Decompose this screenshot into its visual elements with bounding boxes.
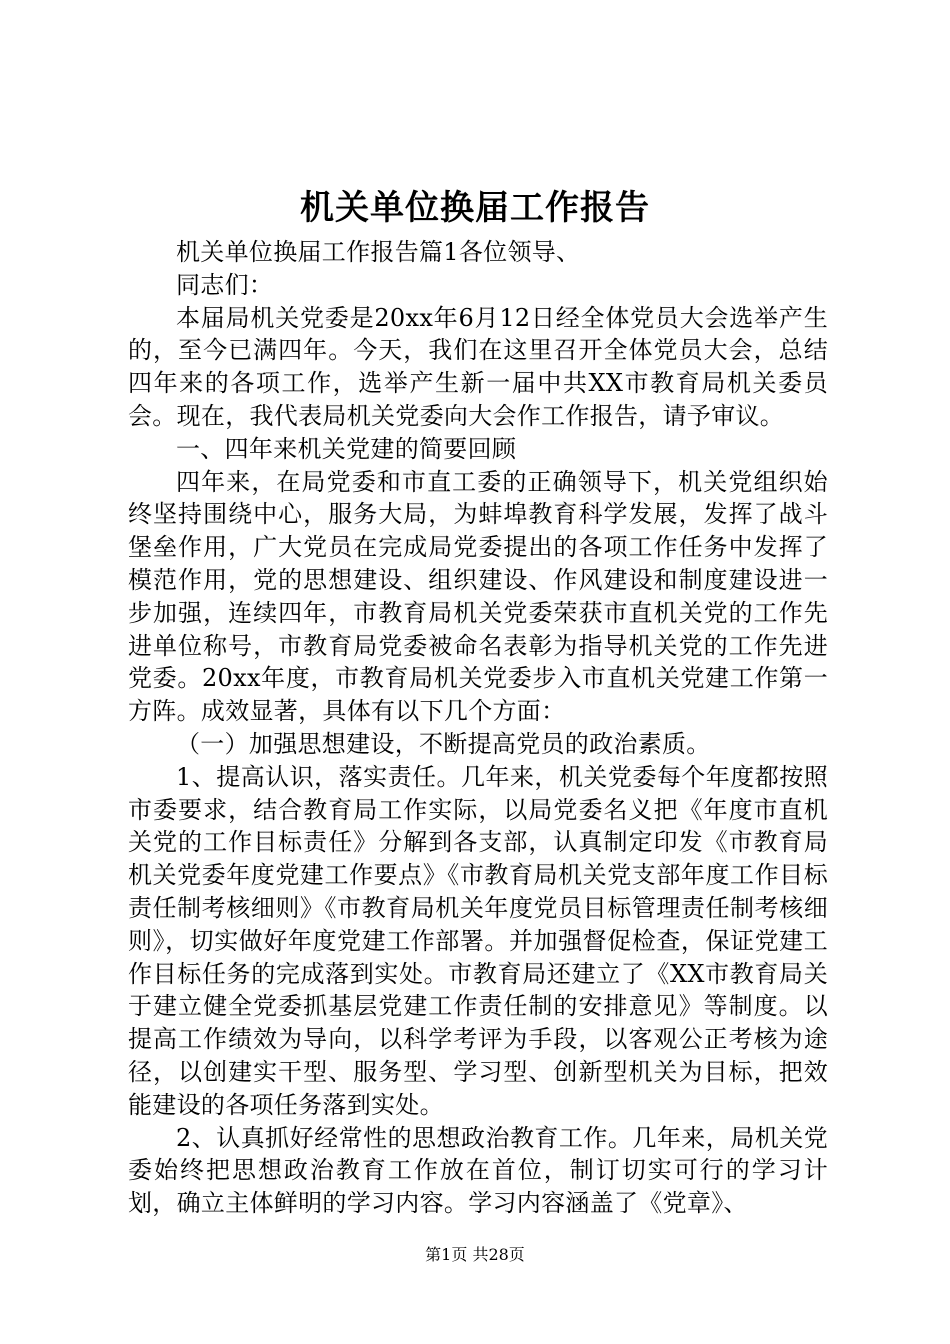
paragraph-item-1: 1、提高认识，落实责任。几年来，机关党委每个年度都按照市委要求，结合教育局工作实际，以局党委名义把《年度市直机关党的工作目标责任》分解到各支部，认真制定印发《市教育局机关党委年度党建工作要点》《市教育局机关党支部年度工作目标责任制考核细则》《市教育局机关年度党员目标管理责任制考核细则》，切实做好年度党建工作部署。并加强督促检查，保证党建工作目标任务的完成落到实处。市教育局还建立了《XX市教育局关于建立健全党委抓基层党建工作责任制的安排意见》等制度。以提高工作绩效为导向，以科学考评为手段，以客观公正考核为途径，以创建实干型、服务型、学习型、创新型机关为目标，把效能建设的各项任务落到实处。 [128,762,828,1119]
paragraph-item-2: 2、认真抓好经常性的思想政治教育工作。几年来，局机关党委始终把思想政治教育工作放在首位，制订切实可行的学习计划，确立主体鲜明的学习内容。学习内容涵盖了《党章》、 [128,1123,828,1218]
paragraph-opening: 机关单位换届工作报告篇1各位领导、 [176,238,581,266]
paragraph-salutation: 同志们： [176,270,274,299]
subsection-heading-thought: （一）加强思想建设，不断提高党员的政治素质。 [176,729,711,758]
paragraph-intro: 本届局机关党委是20xx年6月12日经全体党员大会选举产生的，至今已满四年。今天，我们在这里召开全体党员大会，总结四年来的各项工作，选举产生新一届中共XX市教育局机关委员会。现在，我代表局机关党委向大会作工作报告，请予审议。 [128,303,828,430]
paragraph-overview: 四年来，在局党委和市直工委的正确领导下，机关党组织始终坚持围绕中心，服务大局，为蚌埠教育科学发展，发挥了战斗堡垒作用，广大党员在完成局党委提出的各项工作任务中发挥了模范作用，党的思想建设、组织建设、作风建设和制度建设进一步加强，连续四年，市教育局机关党委荣获市直机关党的工作先进单位称号，市教育局党委被命名表彰为指导机关党的工作先进党委。20xx年度，市教育局机关党委步入市直机关党建工作第一方阵。成效显著，具体有以下几个方面： [128,467,828,726]
document-body [128,236,828,1220]
page-footer: 第1页 共28页 [425,1245,525,1264]
document-title: 机关单位换届工作报告 [300,188,650,228]
section-heading-review: 一、四年来机关党建的简要回顾 [176,434,517,463]
